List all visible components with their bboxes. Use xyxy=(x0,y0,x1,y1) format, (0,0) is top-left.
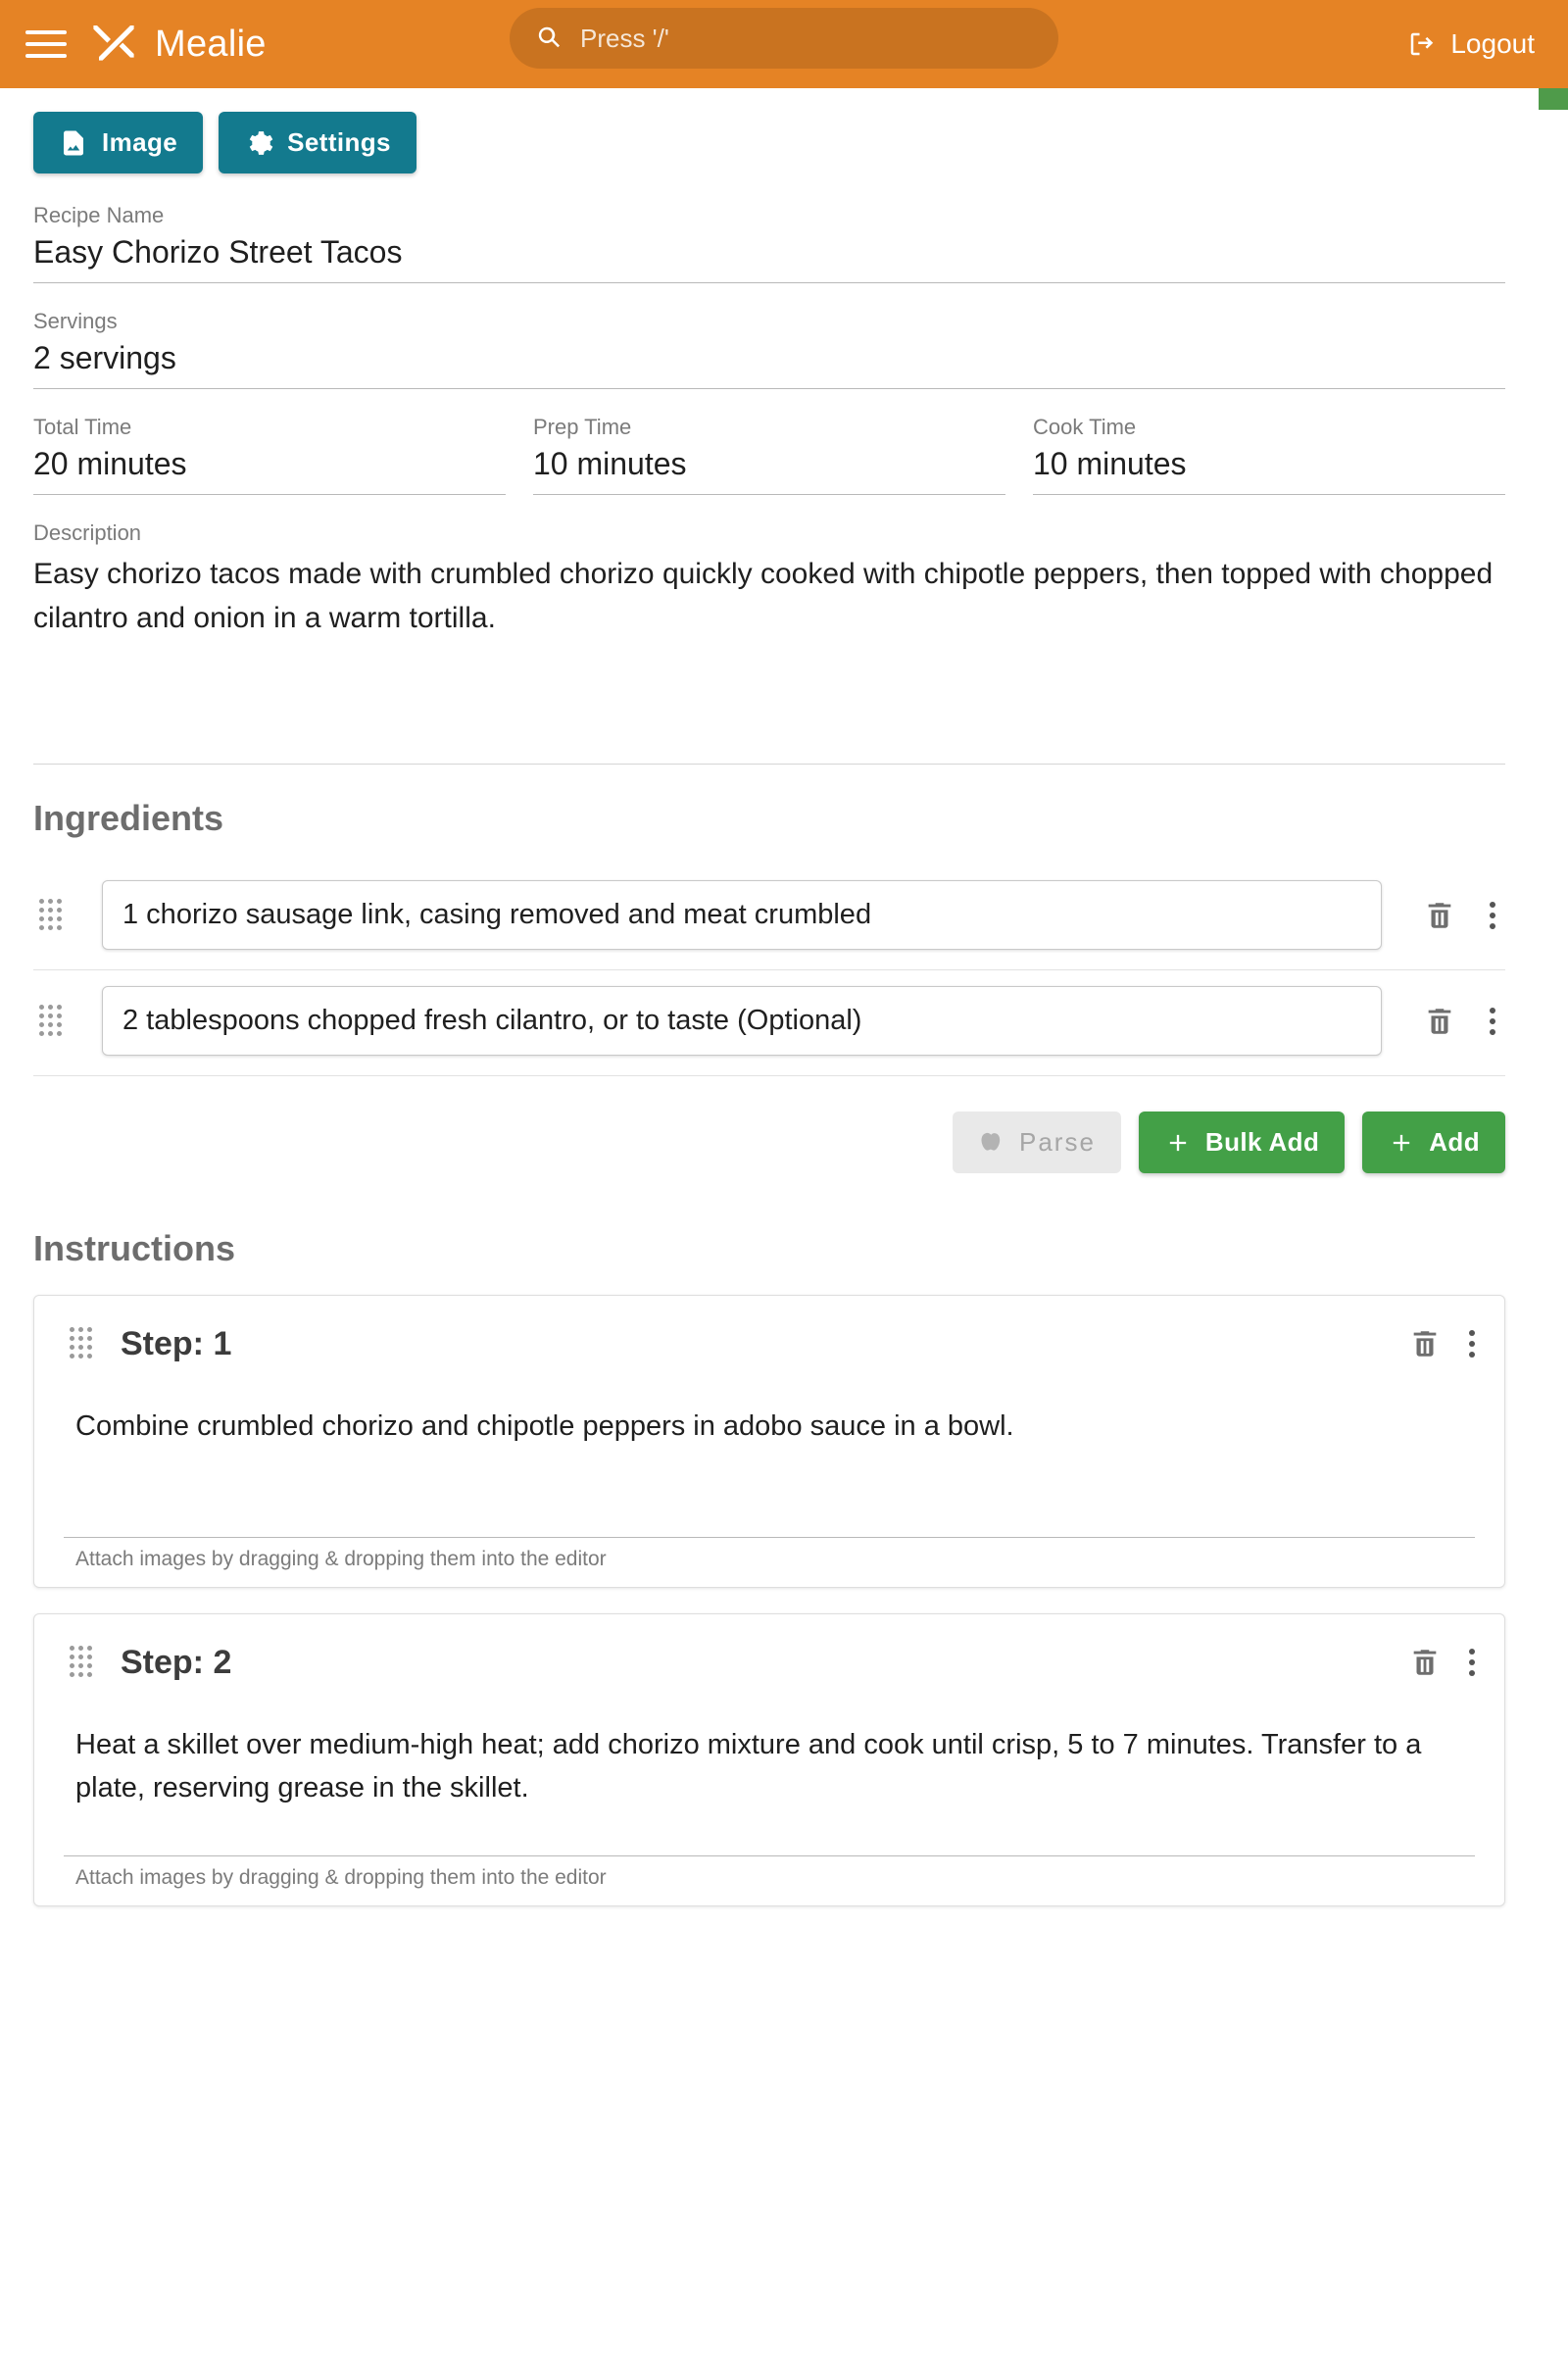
search-placeholder: Press '/' xyxy=(580,23,669,53)
cook-time-label: Cook Time xyxy=(1033,415,1137,439)
search-icon xyxy=(535,24,564,53)
servings-value[interactable]: 2 servings xyxy=(33,340,1505,389)
drag-handle-icon[interactable] xyxy=(39,899,69,932)
drag-handle-icon[interactable] xyxy=(39,1005,69,1038)
gear-icon xyxy=(244,128,273,158)
ingredient-row xyxy=(33,970,1505,1076)
recipe-editor-page xyxy=(0,88,1539,1971)
ingredients-heading: Ingredients xyxy=(33,798,224,838)
search-input[interactable] xyxy=(510,8,1058,69)
settings-button[interactable] xyxy=(219,112,416,173)
logout-icon xyxy=(1407,29,1437,59)
total-time-label: Total Time xyxy=(33,415,132,439)
ingredient-input[interactable]: 1 chorizo sausage link, casing removed and meat crumbled xyxy=(102,880,1382,950)
ingredient-actions xyxy=(1417,999,1495,1044)
recipe-name-field[interactable] xyxy=(33,203,1505,283)
editor-toolbar xyxy=(33,112,1505,173)
divider xyxy=(33,764,1505,765)
parse-button-label: Parse xyxy=(1018,1127,1096,1157)
image-button-label: Image xyxy=(102,127,178,157)
recipe-name-value[interactable]: Easy Chorizo Street Tacos xyxy=(33,234,1505,283)
image-file-icon xyxy=(59,128,88,158)
attach-images-hint: Attach images by dragging & dropping them into the editor xyxy=(64,1855,1475,1892)
total-time-value[interactable]: 20 minutes xyxy=(33,446,506,495)
food-apple-icon xyxy=(978,1129,1005,1157)
drag-handle-icon[interactable] xyxy=(70,1327,99,1360)
settings-button-label: Settings xyxy=(287,127,391,157)
logout-button[interactable] xyxy=(1407,28,1535,60)
drag-handle-icon[interactable] xyxy=(70,1646,99,1679)
instruction-step-title: Step: 1 xyxy=(121,1324,232,1362)
app-title: Mealie xyxy=(155,23,267,65)
description-field[interactable] xyxy=(33,520,1505,738)
trash-icon[interactable] xyxy=(1402,1640,1447,1685)
trash-icon[interactable] xyxy=(1417,999,1462,1044)
cook-time-field[interactable] xyxy=(1033,415,1505,495)
prep-time-label: Prep Time xyxy=(533,415,632,439)
instruction-step-card xyxy=(33,1613,1505,1906)
recipe-name-label: Recipe Name xyxy=(33,203,165,227)
image-button[interactable] xyxy=(33,112,203,173)
app-bar xyxy=(0,0,1568,88)
hamburger-menu-icon[interactable] xyxy=(25,22,71,67)
vertical-dots-icon[interactable] xyxy=(1490,902,1495,929)
attach-images-hint: Attach images by dragging & dropping them into the editor xyxy=(64,1537,1475,1573)
vertical-dots-icon[interactable] xyxy=(1490,1008,1495,1035)
parse-button[interactable] xyxy=(953,1112,1121,1173)
total-time-field[interactable] xyxy=(33,415,506,495)
ingredient-input[interactable]: 2 tablespoons chopped fresh cilantro, or to taste (Optional) xyxy=(102,986,1382,1056)
vertical-dots-icon[interactable] xyxy=(1469,1649,1475,1676)
bulk-add-button-label: Bulk Add xyxy=(1204,1127,1320,1157)
prep-time-field[interactable] xyxy=(533,415,1005,495)
description-value[interactable]: Easy chorizo tacos made with crumbled chorizo quickly cooked with chipotle peppers, then topped with chopped cilantro and onion in a warm tortilla. xyxy=(33,558,1494,634)
bulk-add-button[interactable] xyxy=(1139,1112,1345,1173)
instruction-step-title: Step: 2 xyxy=(121,1643,232,1681)
instruction-step-card xyxy=(33,1295,1505,1588)
ingredient-actions xyxy=(1417,893,1495,938)
logout-label: Logout xyxy=(1450,28,1535,59)
instruction-step-header xyxy=(64,1321,1475,1366)
add-ingredient-button[interactable] xyxy=(1362,1112,1505,1173)
instruction-step-header xyxy=(64,1640,1475,1685)
add-ingredient-button-label: Add xyxy=(1429,1127,1480,1157)
servings-label: Servings xyxy=(33,309,118,333)
instruction-step-text[interactable]: Heat a skillet over medium-high heat; add chorizo mixture and cook until crisp, 5 to 7 minutes. Transfer to a plate, reserving grease in the skillet. xyxy=(75,1729,1422,1804)
ingredient-action-buttons xyxy=(33,1112,1505,1173)
plus-icon xyxy=(1164,1129,1192,1157)
trash-icon[interactable] xyxy=(1417,893,1462,938)
prep-time-value[interactable]: 10 minutes xyxy=(533,446,1005,495)
fork-knife-icon xyxy=(90,21,137,68)
vertical-dots-icon[interactable] xyxy=(1469,1330,1475,1358)
instructions-heading: Instructions xyxy=(33,1228,236,1268)
trash-icon[interactable] xyxy=(1402,1321,1447,1366)
plus-icon xyxy=(1388,1129,1415,1157)
description-label: Description xyxy=(33,520,142,545)
ingredient-row xyxy=(33,865,1505,970)
cook-time-value[interactable]: 10 minutes xyxy=(1033,446,1505,495)
time-fields-row xyxy=(33,415,1505,495)
servings-field[interactable] xyxy=(33,309,1505,389)
instruction-step-text[interactable]: Combine crumbled chorizo and chipotle peppers in adobo sauce in a bowl. xyxy=(75,1410,1014,1442)
